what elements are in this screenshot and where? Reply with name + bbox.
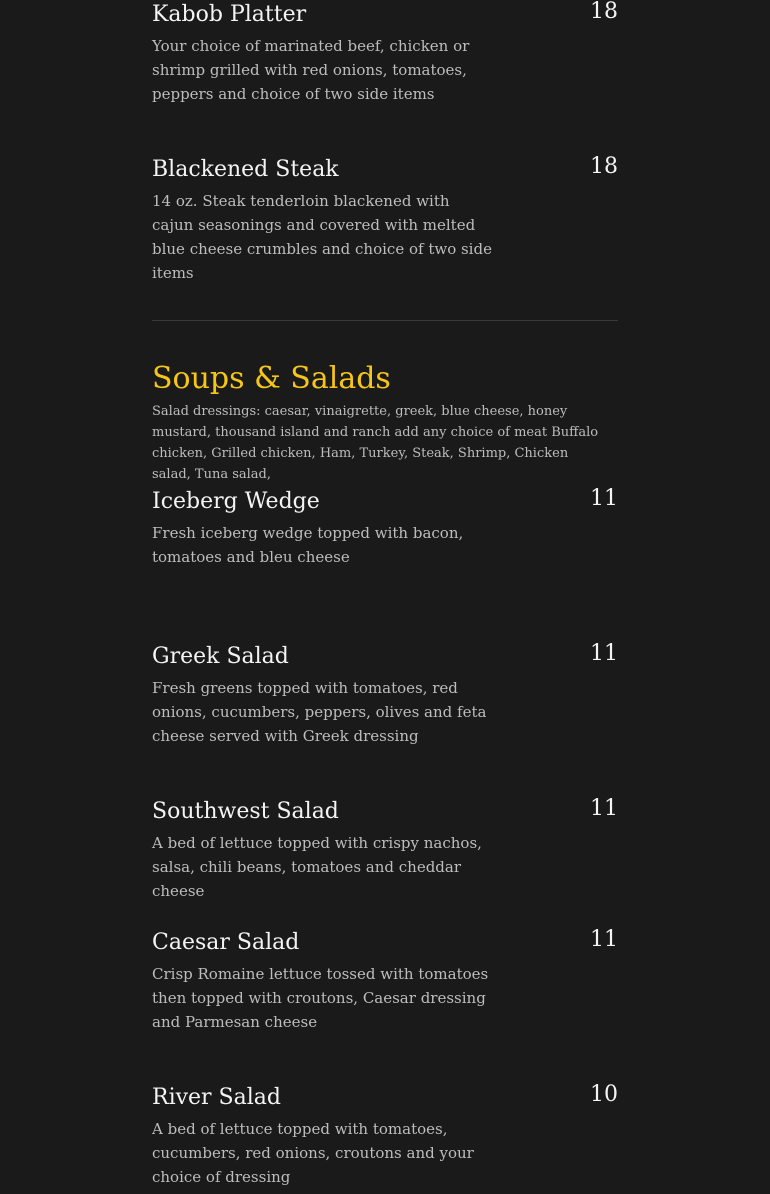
menu-item-price: 18 <box>590 154 618 179</box>
menu-item-name: Kabob Platter <box>152 2 307 27</box>
menu-item-price: 18 <box>590 0 618 24</box>
menu-item-description: A bed of lettuce topped with tomatoes, cucumbers, red onions, croutons and your choice of dressing <box>152 1120 474 1186</box>
menu-item-price: 11 <box>590 796 618 821</box>
menu-item-description: Your choice of marinated beef, chicken or shrimp grilled with red onions, tomatoes, peppers and choice of two side items <box>152 37 470 103</box>
menu-item-description: Crisp Romaine lettuce tossed with tomatoes then topped with croutons, Caesar dressing and Parmesan cheese <box>152 965 489 1031</box>
menu-item-description: Fresh greens topped with tomatoes, red onions, cucumbers, peppers, olives and feta cheese served with Greek dressing <box>152 679 487 745</box>
menu-item-description: Fresh iceberg wedge topped with bacon, tomatoes and bleu cheese <box>152 524 464 566</box>
menu-item-name: Greek Salad <box>152 644 289 669</box>
section-note: Salad dressings: caesar, vinaigrette, greek, blue cheese, honey mustard, thousand island and ranch add any choice of meat Buffalo chicken, Grilled chicken, Ham, Turkey, Steak, Shrimp, Chicken salad, Tuna salad, <box>152 404 599 482</box>
menu-item-description: 14 oz. Steak tenderloin blackened with cajun seasonings and covered with melted blue cheese crumbles and choice of two side items <box>152 192 492 282</box>
menu-item-name: Blackened Steak <box>152 157 339 182</box>
menu-item-name: Caesar Salad <box>152 930 300 955</box>
menu-item-price: 11 <box>590 927 618 952</box>
menu-item-name: Iceberg Wedge <box>152 489 320 514</box>
menu-item-price: 11 <box>590 641 618 666</box>
menu-item-name: River Salad <box>152 1085 281 1110</box>
menu-item-price: 11 <box>590 486 618 511</box>
section-title: Soups & Salads <box>152 361 391 396</box>
menu-item-price: 10 <box>590 1082 618 1107</box>
menu-item-description: A bed of lettuce topped with crispy nachos, salsa, chili beans, tomatoes and cheddar cheese <box>152 834 482 900</box>
menu-item-name: Southwest Salad <box>152 799 339 824</box>
section-divider <box>152 320 618 321</box>
